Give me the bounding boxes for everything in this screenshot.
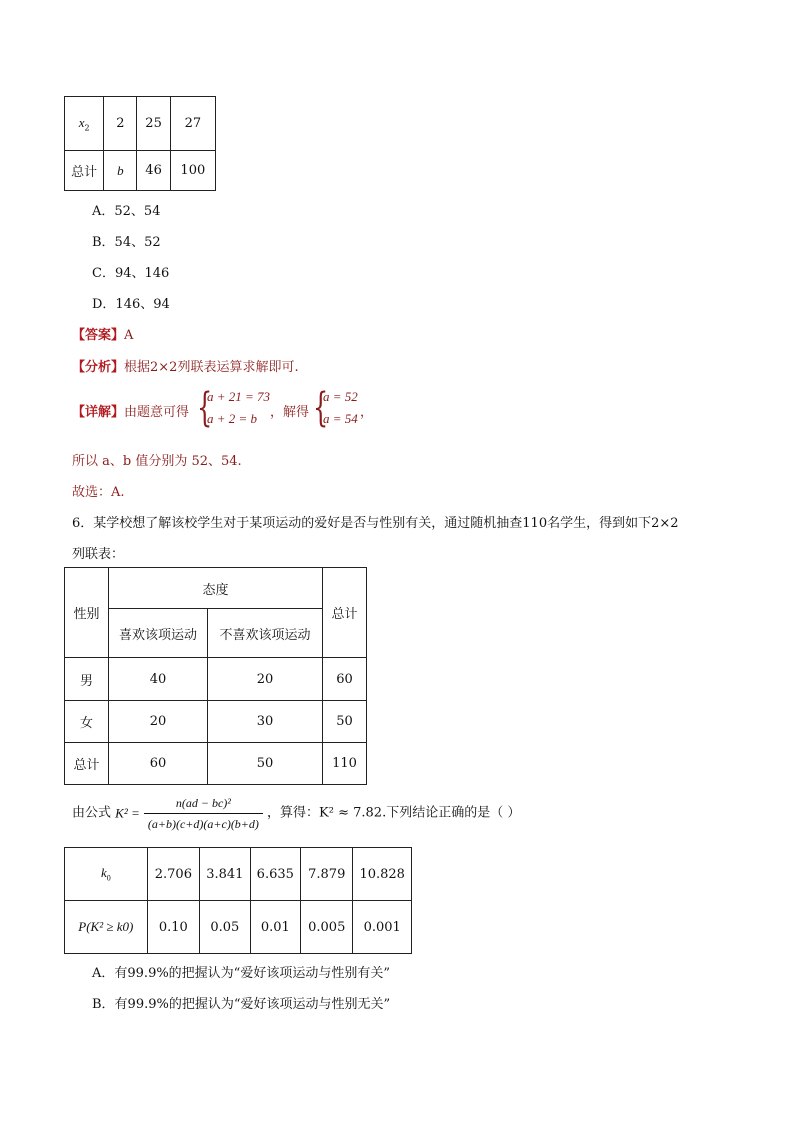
q6-option-b: B．有99.9%的把握认为“爱好该项运动与性别无关”: [92, 997, 391, 1012]
formula-post: ，算得：K² ≈ 7.82.下列结论正确的是（ ）: [267, 805, 521, 821]
q6-option-a: A．有99.9%的把握认为“爱好该项运动与性别有关”: [92, 966, 390, 981]
q6-stem-line1: 6．某学校想了解该校学生对于某项运动的爱好是否与性别有关，通过随机抽查110名学生，得到如下2×2: [72, 516, 679, 531]
cell: 20: [208, 658, 323, 701]
row-label-female: 女: [65, 701, 109, 743]
cell: b: [104, 151, 137, 191]
cell: 27: [170, 97, 215, 151]
formula-denominator: (a+b)(c+d)(a+c)(b+d): [147, 817, 259, 831]
formula-fraction: [144, 794, 263, 833]
k-value: 10.828: [353, 848, 412, 901]
option-a: A．52、54: [92, 204, 161, 219]
k-value: 3.841: [200, 848, 250, 901]
row-label-x2: $x_2$: [65, 97, 104, 151]
brace-1: {: [197, 385, 213, 431]
cell: 60: [323, 658, 367, 701]
option-b: B．54、52: [92, 235, 161, 250]
detail-mid: ，解得: [270, 405, 310, 420]
cell: 100: [170, 151, 215, 191]
critical-value-table: [64, 847, 412, 954]
equation-1a: a + 21 = 73: [207, 389, 271, 404]
formula-lhs: K² =: [115, 805, 140, 821]
detail-line: [72, 401, 189, 420]
q6-stem-line2: 列联表：: [72, 547, 125, 562]
option-d: D．146、94: [92, 297, 170, 312]
option-c: C．94、146: [92, 266, 170, 281]
contingency-table-fragment: [64, 96, 216, 191]
header-gender: 性别: [65, 568, 109, 658]
k0-label: $k_0$: [65, 848, 148, 901]
formula-line: [72, 794, 520, 833]
cell: 50: [323, 701, 367, 743]
cell: 110: [323, 743, 367, 785]
detail-tag: 【详解】: [72, 405, 125, 420]
p-value: 0.01: [250, 901, 300, 954]
formula-pre: 由公式: [72, 805, 112, 821]
equation-1b: a + 2 = b: [207, 411, 258, 426]
header-attitude: 态度: [109, 568, 323, 609]
analysis-line: [72, 356, 299, 375]
k-value: 6.635: [250, 848, 300, 901]
cell: 60: [109, 743, 208, 785]
header-dislike: 不喜欢该项运动: [208, 609, 323, 658]
conclusion-line: 所以 a、b 值分别为 52、54.: [72, 454, 242, 469]
row-label-total: 总计: [65, 151, 104, 191]
p-value: 0.001: [353, 901, 412, 954]
equation-2a: a = 52: [323, 389, 358, 404]
answer-value: A: [124, 328, 134, 343]
p-label: P(K² ≥ k0): [65, 901, 148, 954]
cell: 20: [109, 701, 208, 743]
p-value: 0.05: [200, 901, 250, 954]
detail-pre: 由题意可得: [124, 405, 190, 420]
q6-contingency-table: [64, 567, 367, 785]
p-value: 0.10: [147, 901, 199, 954]
p-value: 0.005: [301, 901, 353, 954]
detail-end: ，: [360, 405, 374, 420]
cell: 25: [137, 97, 170, 151]
cell: 40: [109, 658, 208, 701]
row-label-male: 男: [65, 658, 109, 701]
brace-2: {: [313, 385, 329, 431]
header-like: 喜欢该项运动: [109, 609, 208, 658]
cell: 2: [104, 97, 137, 151]
cell: 30: [208, 701, 323, 743]
row-label-total: 总计: [65, 743, 109, 785]
formula-numerator: n(ad − bc)²: [144, 794, 263, 814]
answer-tag: 【答案】: [72, 328, 125, 343]
choose-line: 故选：A.: [72, 485, 125, 500]
k-value: 2.706: [147, 848, 199, 901]
cell: 50: [208, 743, 323, 785]
equation-2b: a = 54: [323, 411, 358, 426]
answer-line: [72, 324, 133, 343]
analysis-text: 根据2×2列联表运算求解即可.: [124, 360, 299, 375]
analysis-tag: 【分析】: [72, 360, 125, 375]
cell: 46: [137, 151, 170, 191]
header-total: 总计: [323, 568, 367, 658]
k-value: 7.879: [301, 848, 353, 901]
